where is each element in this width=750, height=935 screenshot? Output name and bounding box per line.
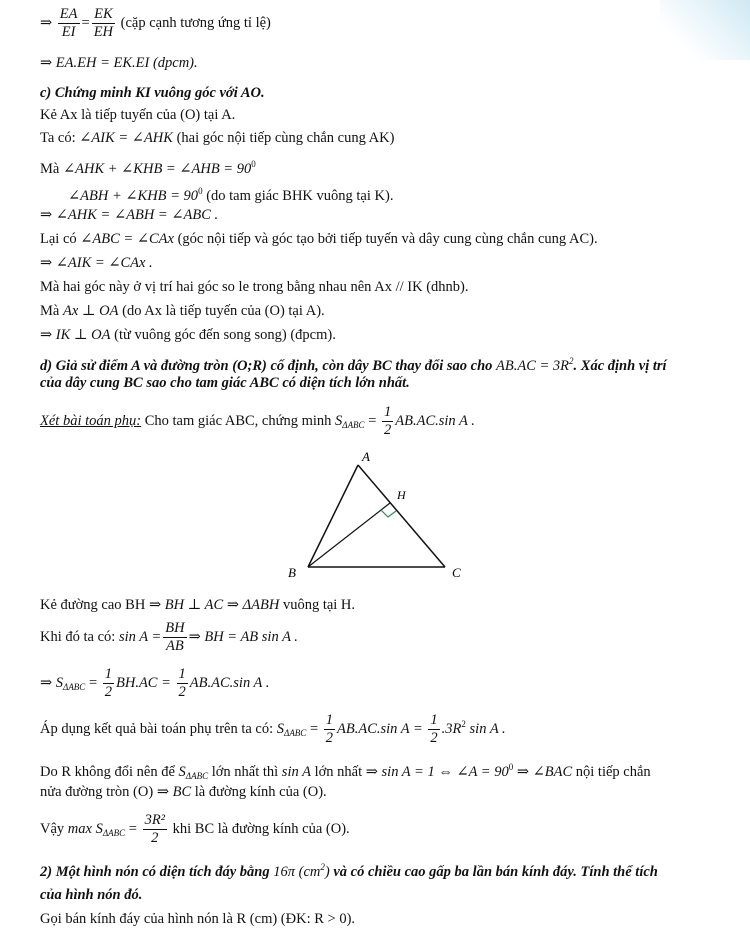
text-line: Mà ∠AHK + ∠KHB = ∠AHB = $90^0$ <box>40 159 256 177</box>
fraction-one-half: $\frac{1}{2}$ <box>430 712 438 746</box>
text-line: Ta có: ∠AIK = ∠AHK (hai góc nội tiếp cùng chắn cung AK) <box>40 130 395 146</box>
ratio-line: ⇒ $\frac{EA}{EI}$ = $\frac{EK}{EH}$ (cặp cạnh tương ứng tỉ lệ) <box>40 6 271 40</box>
formula-line: ⇒ $S_{\Delta ABC}$ = $\frac{1}{2}$ BH.AC = $\frac{1}{2}$ AB.AC.sin A . <box>40 666 270 700</box>
fraction-ek-eh: $\frac{EK}{EH}$ <box>93 6 114 40</box>
sub-problem-line: Xét bài toán phụ: Cho tam giác ABC, chứng minh $S_{\Delta ABC}$ = $\frac{1}{2}$ AB.AC.sin A . <box>40 404 475 438</box>
text-line: ⇒ ∠AHK = ∠ABH = ∠ABC . <box>40 207 219 223</box>
fraction-ea-ei: $\frac{EA}{EI}$ <box>59 6 78 40</box>
conclusion-line: ⇒ EA.EH = EK.EI (dpcm). <box>40 55 198 71</box>
text-line: Do R không đổi nên để $S_{\Delta ABC}$ lớn nhất thì sin A lớn nhất ⇒ sin A = 1 ⇔ ∠A = $90^0$ ⇒ ∠BAC nội tiếp chắn <box>40 762 651 781</box>
side-ab <box>308 465 358 567</box>
triangle-figure <box>280 445 480 585</box>
right-angle-mark <box>381 510 396 517</box>
fraction-bh-ab: $\frac{BH}{AB}$ <box>165 620 185 654</box>
part-c-heading: c) Chứng minh KI vuông góc với AO. <box>40 85 265 101</box>
fraction-one-half: $\frac{1}{2}$ <box>384 404 392 438</box>
question-2-heading-cont: của hình nón đó. <box>40 887 143 903</box>
text-line: ⇒ IK ⊥ OA (từ vuông góc đến song song) (đpcm). <box>40 327 336 343</box>
text-line: ∠ABH + ∠KHB = $90^0$ (do tam giác BHK vuông tại K). <box>68 186 394 204</box>
label-c: C <box>452 565 461 580</box>
text-line: Kẻ đường cao BH ⇒ BH ⊥ AC ⇒ ΔABH vuông tại H. <box>40 597 356 613</box>
altitude-bh <box>308 503 390 567</box>
fraction-one-half: $\frac{1}{2}$ <box>325 712 333 746</box>
text-line: Gọi bán kính đáy của hình nón là R (cm) (ĐK: R > 0). <box>40 911 356 927</box>
side-ac <box>358 465 445 567</box>
formula-line: Khi đó ta có: sin A = $\frac{BH}{AB}$ ⇒ BH = AB sin A . <box>40 620 298 654</box>
fraction-one-half: $\frac{1}{2}$ <box>178 666 186 700</box>
label-h: H <box>397 488 406 502</box>
label-a: A <box>362 449 370 464</box>
question-2-heading: 2) Một hình nón có diện tích đáy bằng 16π $(cm^2)$ và có chiều cao gấp ba lần bán kính đáy. Tính thể tích <box>40 862 658 880</box>
formula-line: Áp dụng kết quả bài toán phụ trên ta có: $S_{\Delta ABC}$ = $\frac{1}{2}$ AB.AC.sin A = $\frac{1}{2}$ $.3R^2$ sin A . <box>40 712 506 746</box>
label-b: B <box>288 565 296 580</box>
part-d-heading: d) Giả sử điểm A và đường tròn (O;R) cố định, còn dây BC thay đổi sao cho $AB.AC = 3R^2$. Xác định vị trí <box>40 356 667 374</box>
text-line: Mà hai góc này ở vị trí hai góc so le trong bằng nhau nên Ax // IK (dhnb). <box>40 279 469 295</box>
part-d-heading-cont: của dây cung BC sao cho tam giác ABC có diện tích lớn nhất. <box>40 375 410 391</box>
fraction-one-half: $\frac{1}{2}$ <box>104 666 112 700</box>
text-line: ⇒ ∠AIK = ∠CAx . <box>40 255 153 271</box>
text-line: Lại có ∠ABC = ∠CAx (góc nội tiếp và góc tạo bởi tiếp tuyến và dây cung cùng chắn cung AC). <box>40 231 598 247</box>
text-line: Mà Ax ⊥ OA (do Ax là tiếp tuyến của (O) tại A). <box>40 303 325 319</box>
text-line: nửa đường tròn (O) ⇒ BC là đường kính của (O). <box>40 784 327 800</box>
text-line: Kẻ Ax là tiếp tuyến của (O) tại A. <box>40 107 236 123</box>
conclusion-line: Vậy $\max S_{\Delta ABC}$ = $\frac{\text{3R²}}{2}$ khi BC là đường kính của (O). <box>40 812 350 846</box>
fraction-3r2-2: $\frac{\text{3R²}}{2}$ <box>144 812 166 846</box>
